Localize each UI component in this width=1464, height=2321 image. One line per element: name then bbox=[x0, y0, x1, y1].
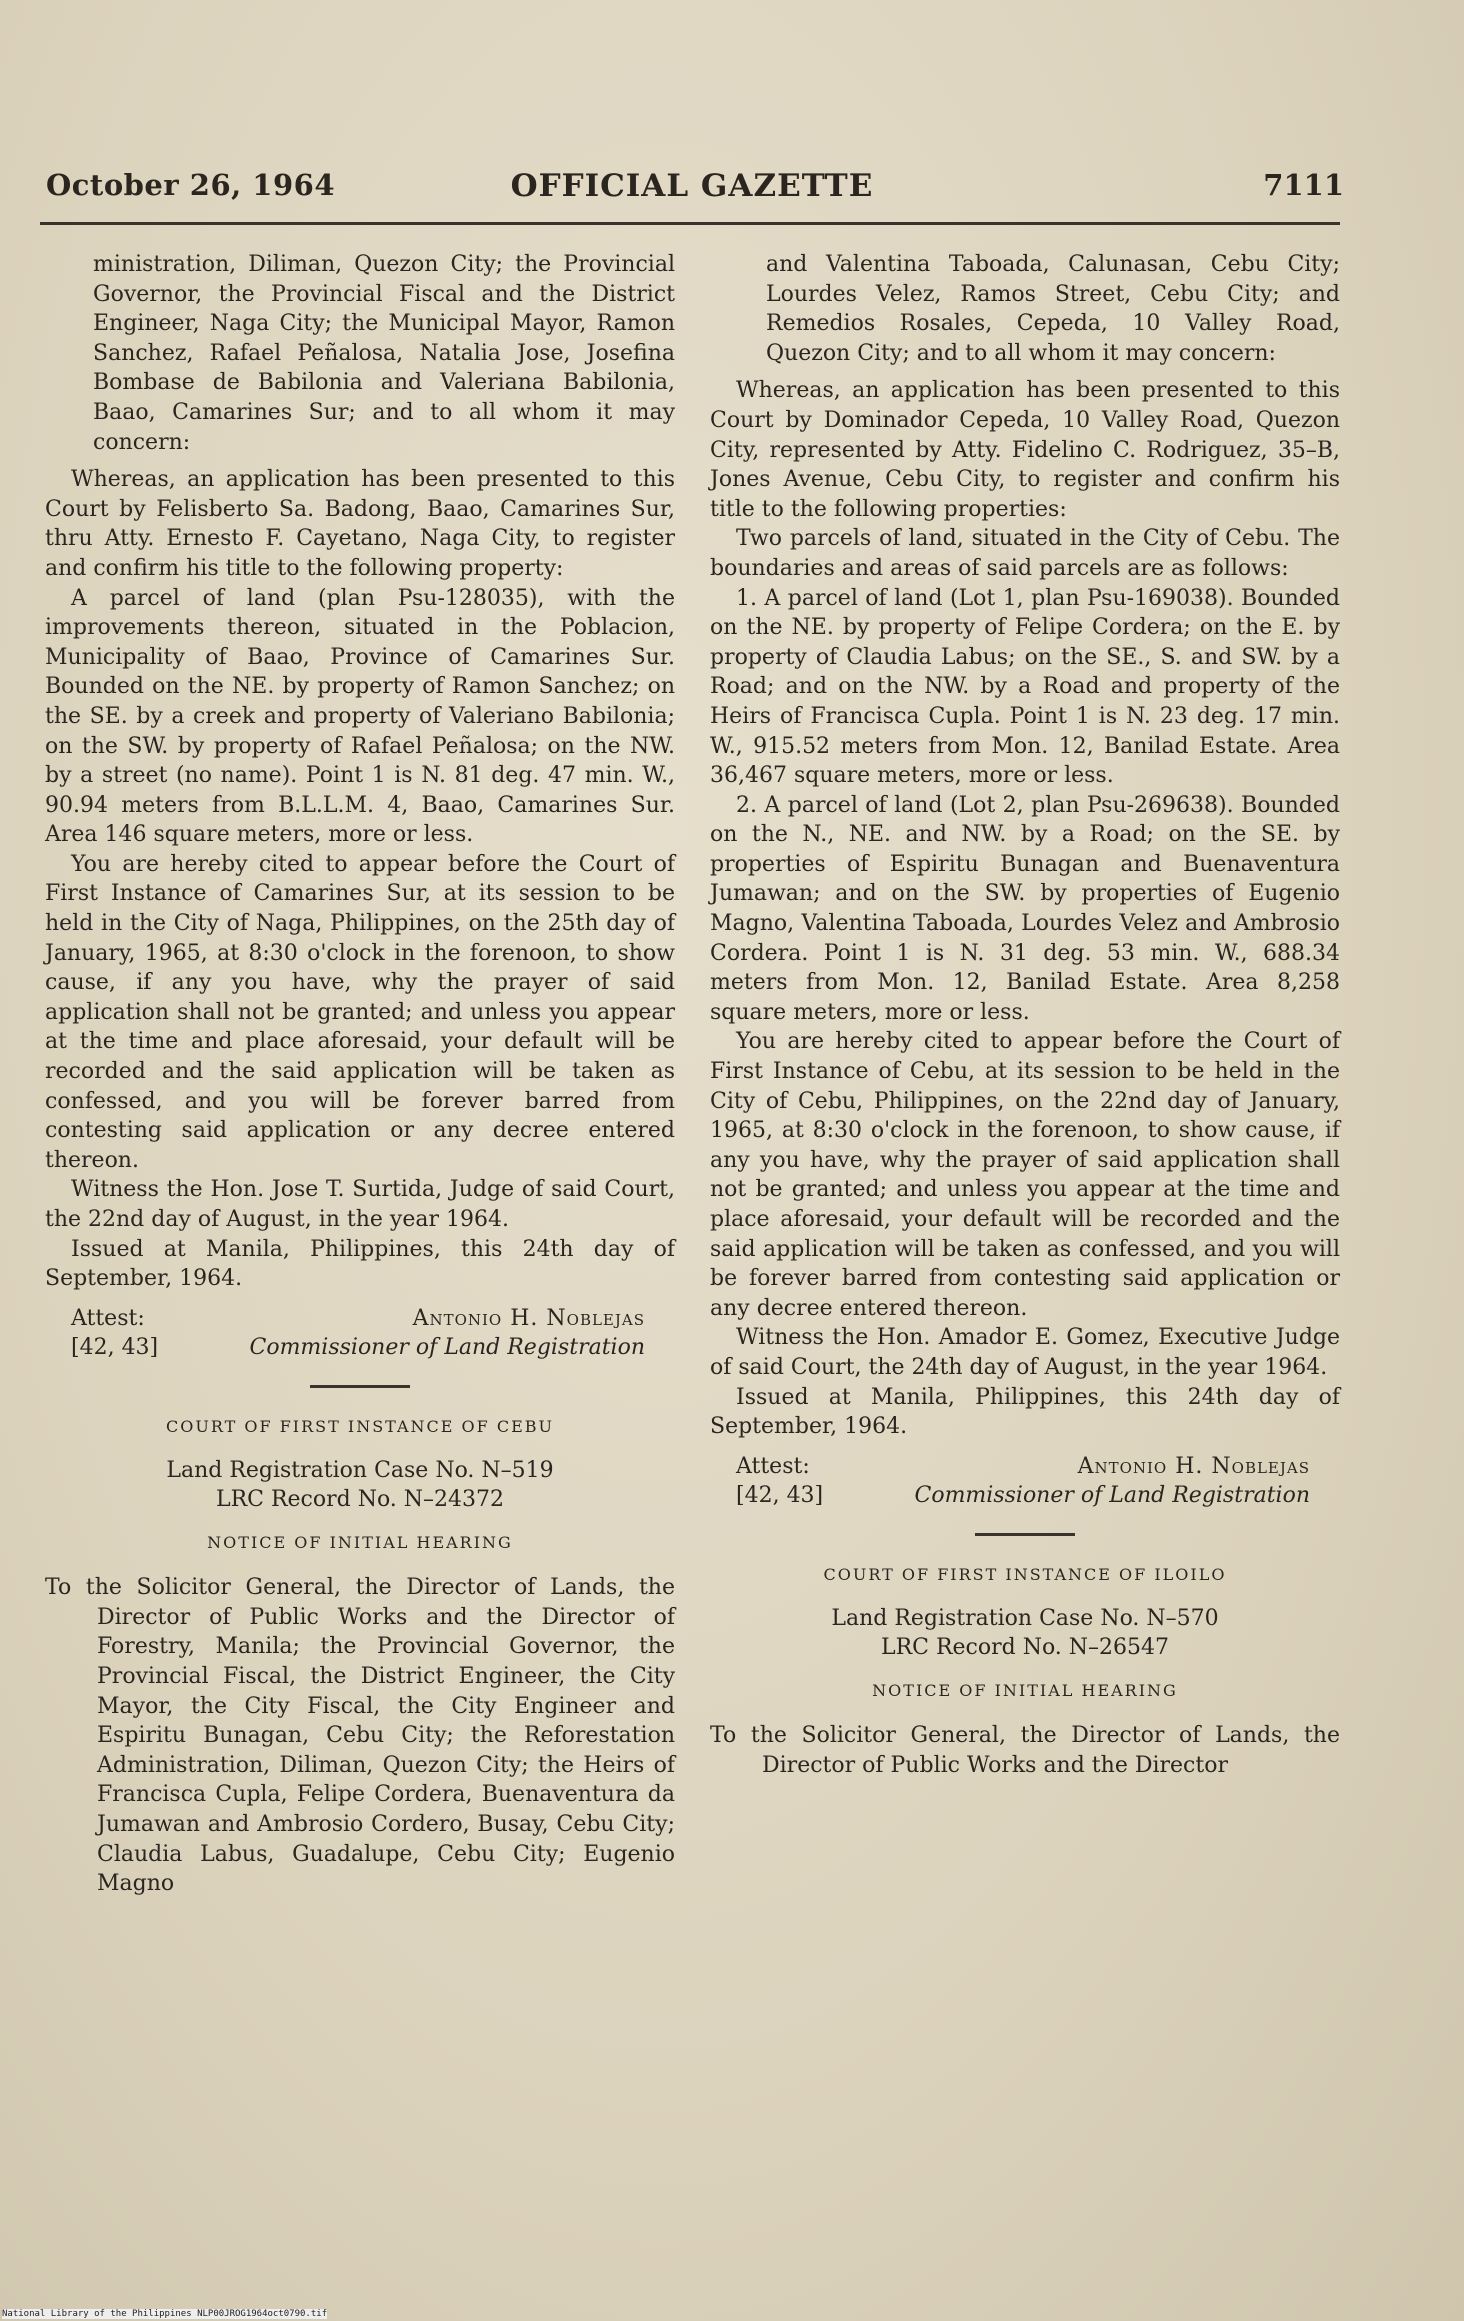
header-title: OFFICIAL GAZETTE bbox=[510, 168, 874, 204]
section-divider bbox=[975, 1533, 1075, 1536]
right-attest-label: Attest: bbox=[736, 1453, 810, 1479]
left-attest-line bbox=[45, 1304, 675, 1334]
right-attest-title: Commissioner of Land Registration bbox=[914, 1483, 1310, 1509]
right-witness-paragraph: Witness the Hon. Amador E. Gomez, Executive Judge of said Court, the 24th day of August, in the year 1964. bbox=[710, 1325, 1340, 1380]
left-issued-paragraph: Issued at Manila, Philippines, this 24th day of September, 1964. bbox=[45, 1236, 675, 1292]
left-record-number: LRC Record No. N–24372 bbox=[215, 1486, 505, 1512]
left-parcel-paragraph: A parcel of land (plan Psu-128035), with the improvements thereon, situated in the Poblacion, Municipality of Baao, Province of Camarines Sur. Bounded on the NE. by property of Ramon Sanchez; on the SE. by a creek and property of Valeriano Babilonia; on the SW. by property of Rafael Peñalosa; on the NW. by a street (no name). Point 1 is N. 81 deg. 47 min. W., 90.94 meters from B.L.L.M. 4, Baao, Camarines Sur. Area 146 square meters, more or less. bbox=[45, 585, 675, 848]
left-case-number: Land Registration Case No. N–519 bbox=[166, 1457, 554, 1483]
right-reference: [42, 43] bbox=[736, 1483, 824, 1509]
left-addressees-paragraph: To the Solicitor General, the Director of Lands, the Director of Public Works and the Director of Forestry, Manila; the Provincial Governor, the Provincial Fiscal, the District Engineer, the City Mayor, the City Fiscal, the City Engineer and Espiritu Bunagan, Cebu City; the Reforestation Administration, Diliman, Quezon City; the Heirs of Francisca Cupla, Felipe Cordera, Buenaventura da Jumawan and Ambrosio Cordero, Busay, Cebu City; Claudia Labus, Guadalupe, Cebu City; Eugenio Magno bbox=[45, 1575, 675, 1897]
right-record-number: LRC Record No. N–26547 bbox=[880, 1634, 1170, 1660]
right-address-continuation: and Valentina Taboada, Calunasan, Cebu City; Lourdes Velez, Ramos Street, Cebu City; and Remedios Rosales, Cepeda, 10 Valley Road, Quezon City; and to all whom it may concern: bbox=[766, 252, 1340, 366]
header-date: October 26, 1964 bbox=[46, 168, 336, 202]
right-court-heading: COURT OF FIRST INSTANCE OF ILOILO bbox=[823, 1564, 1227, 1584]
right-attest-name: Antonio H. Noblejas bbox=[1077, 1453, 1310, 1479]
left-whereas-paragraph: Whereas, an application has been presented to this Court by Felisberto Sa. Badong, Baao, Camarines Sur, thru Atty. Ernesto F. Cayetano, Naga City, to register and confirm his title to the following property: bbox=[45, 467, 675, 581]
right-case-number: Land Registration Case No. N–570 bbox=[831, 1605, 1219, 1631]
left-attest-label: Attest: bbox=[71, 1305, 145, 1331]
scan-footer: National Library of the Philippines NLP00JROG1964oct0790.tif bbox=[2, 2309, 328, 2319]
page-header bbox=[40, 168, 1344, 212]
left-court-heading: COURT OF FIRST INSTANCE OF CEBU bbox=[166, 1416, 554, 1436]
right-notice-heading: NOTICE OF INITIAL HEARING bbox=[872, 1680, 1178, 1700]
left-notice-heading: NOTICE OF INITIAL HEARING bbox=[207, 1532, 513, 1552]
right-parcels-intro: Two parcels of land, situated in the City of Cebu. The boundaries and areas of said parcels are as follows: bbox=[710, 526, 1340, 581]
right-parcel-2: 2. A parcel of land (Lot 2, plan Psu-269638). Bounded on the N., NE. and NW. by a Road; on the SE. by properties of Espiritu Bunagan and Buenaventura Jumawan; and on the SW. by properties of Eugenio Magno, Valentina Taboada, Lourdes Velez and Ambrosio Cordera. Point 1 is N. 31 deg. 53 min. W., 688.34 meters from Mon. 12, Banilad Estate. Area 8,258 square meters, more or less. bbox=[710, 792, 1340, 1025]
section-divider bbox=[310, 1385, 410, 1388]
left-attest-title-line bbox=[45, 1333, 675, 1363]
left-address-continuation: ministration, Diliman, Quezon City; the Provincial Governor, the Provincial Fiscal and the District Engineer, Naga City; the Municipal Mayor, Ramon Sanchez, Rafael Peñalosa, Natalia Jose, Josefina Bombase de Babilonia and Valeriana Babilonia, Baao, Camarines Sur; and to all whom it may concern: bbox=[93, 252, 675, 455]
right-attest-line bbox=[710, 1452, 1340, 1482]
right-column bbox=[710, 250, 1340, 1780]
left-citation-paragraph: You are hereby cited to appear before the Court of First Instance of Camarines Sur, at its session to be held in the City of Naga, Philippines, on the 25th day of January, 1965, at 8:30 o'clock in the forenoon, to show cause, if any you have, why the prayer of said application shall not be granted; and unless you appear at the time and place aforesaid, your default will be recorded and the said application will be taken as confessed, and you will be forever barred from contesting said application or any decree entered thereon. bbox=[45, 851, 675, 1173]
left-witness-paragraph: Witness the Hon. Jose T. Surtida, Judge of said Court, the 22nd day of August, in the year 1964. bbox=[45, 1177, 675, 1232]
right-issued-paragraph: Issued at Manila, Philippines, this 24th day of September, 1964. bbox=[710, 1384, 1340, 1440]
left-column bbox=[45, 250, 675, 1899]
left-attest-title: Commissioner of Land Registration bbox=[249, 1335, 645, 1361]
right-addressees-paragraph: To the Solicitor General, the Director of Lands, the Director of Public Works and the Director bbox=[710, 1723, 1340, 1778]
right-whereas-paragraph: Whereas, an application has been presented to this Court by Dominador Cepeda, 10 Valley Road, Quezon City, represented by Atty. Fidelino C. Rodriguez, 35–B, Jones Avenue, Cebu City, to register and confirm his title to the following properties: bbox=[710, 378, 1340, 522]
left-attest-name: Antonio H. Noblejas bbox=[412, 1305, 645, 1331]
header-rule bbox=[40, 222, 1340, 225]
right-citation-paragraph: You are hereby cited to appear before the Court of First Instance of Cebu, at its session to be held in the City of Cebu, Philippines, on the 22nd day of January, 1965, at 8:30 o'clock in the forenoon, to show cause, if any you have, why the prayer of said application shall not be granted; and unless you appear at the time and place aforesaid, your default will be recorded and the said application will be taken as confessed, and you will be forever barred from contesting said application or any decree entered thereon. bbox=[710, 1029, 1340, 1321]
right-parcel-1: 1. A parcel of land (Lot 1, plan Psu-169038). Bounded on the NE. by property of Felipe Cordera; on the E. by property of Claudia Labus; on the SE., S. and SW. by a Road; and on the NW. by a Road and property of the Heirs of Francisca Cupla. Point 1 is N. 23 deg. 17 min. W., 915.52 meters from Mon. 12, Banilad Estate. Area 36,467 square meters, more or less. bbox=[710, 585, 1340, 789]
right-attest-title-line bbox=[710, 1481, 1340, 1511]
header-page-number: 7111 bbox=[1263, 168, 1344, 202]
left-reference: [42, 43] bbox=[71, 1335, 159, 1361]
